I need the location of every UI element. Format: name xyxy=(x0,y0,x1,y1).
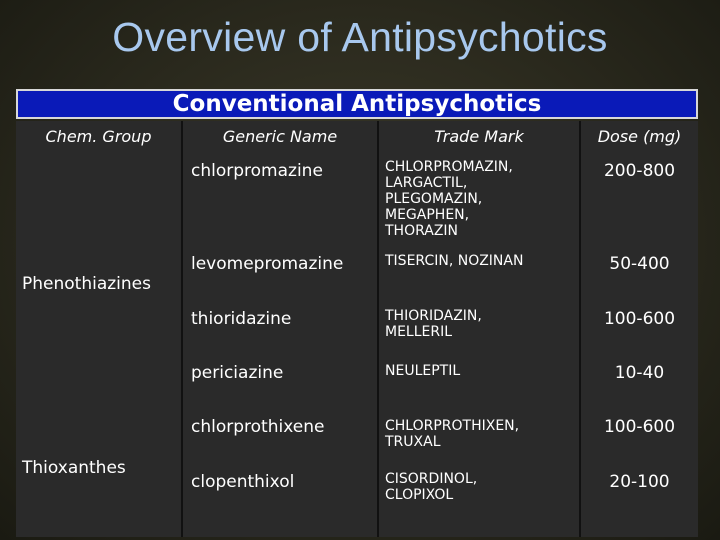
generic-name-cell: chlorprothixene xyxy=(191,417,325,437)
column-divider xyxy=(181,121,183,537)
dose-cell: 20-100 xyxy=(609,472,670,492)
table-banner: Conventional Antipsychotics xyxy=(16,89,698,119)
trade-mark-cell: CISORDINOL, CLOPIXOL xyxy=(385,471,478,503)
column-divider xyxy=(377,121,379,537)
slide-title: Overview of Antipsychotics xyxy=(112,14,608,60)
header-dose: Dose (mg) xyxy=(597,127,682,146)
antipsychotics-table xyxy=(16,121,698,537)
trade-mark-cell: CHLORPROTHIXEN, TRUXAL xyxy=(385,418,520,450)
trade-mark-cell: THIORIDAZIN, MELLERIL xyxy=(385,308,482,340)
generic-name-cell: clopenthixol xyxy=(191,472,295,492)
dose-cell: 10-40 xyxy=(614,363,665,383)
dose-cell: 100-600 xyxy=(603,417,676,437)
dose-cell: 100-600 xyxy=(603,309,676,329)
generic-name-cell: chlorpromazine xyxy=(191,161,323,181)
trade-mark-cell: CHLORPROMAZIN, LARGACTIL, PLEGOMAZIN, MEGAPHEN, THORAZIN xyxy=(385,159,513,239)
dose-cell: 200-800 xyxy=(603,161,676,181)
trade-mark-cell: NEULEPTIL xyxy=(385,363,461,379)
header-generic-name: Generic Name xyxy=(222,127,338,146)
dose-cell: 50-400 xyxy=(609,254,670,274)
header-chem-group: Chem. Group xyxy=(45,127,152,146)
trade-mark-cell: TISERCIN, NOZINAN xyxy=(385,253,524,269)
header-trade-mark: Trade Mark xyxy=(434,127,524,146)
generic-name-cell: periciazine xyxy=(191,363,284,383)
group-phenothiazines: Phenothiazines xyxy=(22,274,151,294)
generic-name-cell: levomepromazine xyxy=(191,254,344,274)
generic-name-cell: thioridazine xyxy=(191,309,292,329)
group-thioxanthes: Thioxanthes xyxy=(22,458,126,478)
